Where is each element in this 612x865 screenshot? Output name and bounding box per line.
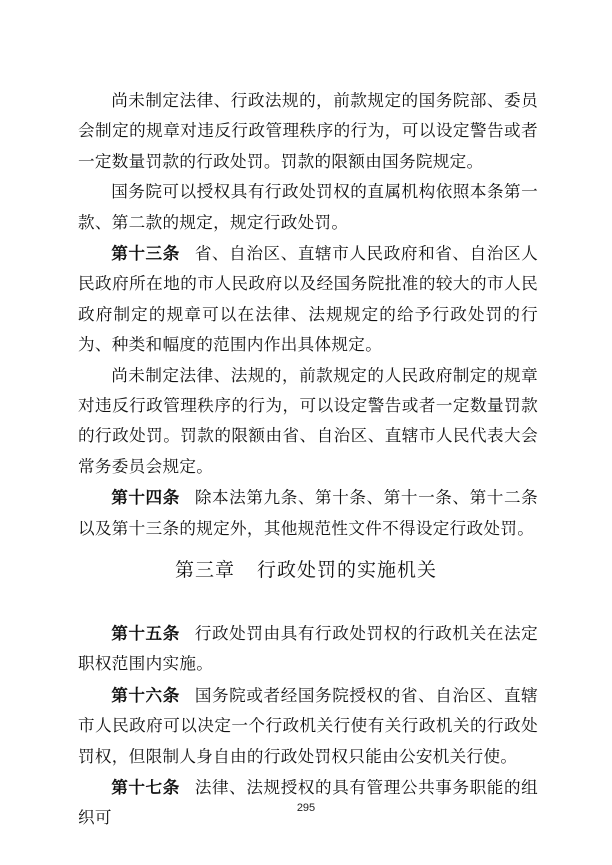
paragraph-text: 国务院可以授权具有行政处罚权的直属机构依照本条第一款、第二款的规定，规定行政处罚。 (78, 182, 538, 232)
paragraph-text: 法律、法规授权的具有管理公共事务职能的组织可 (78, 778, 539, 828)
paragraph (78, 86, 538, 177)
article-label: 第十六条 (111, 684, 180, 705)
article-16 (78, 680, 538, 772)
paragraph-text: 行政处罚由具有行政处罚权的行政机关在法定职权范围内实施。 (78, 624, 539, 674)
page-number: 295 (296, 802, 316, 814)
paragraph-text: 国务院或者经国务院授权的省、自治区、直辖市人民政府可以决定一个行政机关行使有关行政机关的行政处罚权，但限制人身自由的行政处罚权只能由公安机关行使。 (78, 685, 539, 766)
paragraph (78, 177, 538, 238)
paragraph-text: 尚未制定法律、行政法规的，前款规定的国务院部、委员会制定的规章对违反行政管理秩序的行为，可以设定警告或者一定数量罚款的行政处罚。罚款的限额由国务院规定。 (78, 91, 538, 171)
article-15 (78, 618, 538, 680)
paragraph (78, 361, 538, 483)
chapter-heading (0, 555, 612, 585)
article-13 (78, 238, 538, 361)
article-label: 第十三条 (111, 243, 180, 264)
paragraph-text: 尚未制定法律、法规的，前款规定的人民政府制定的规章对违反行政管理秩序的行为，可以设定警告或者一定数量罚款的行政处罚。罚款的限额由省、自治区、直辖市人民代表大会常务委员会规定。 (78, 365, 538, 476)
chapter-title: 行政处罚的实施机关 (257, 559, 438, 581)
chapter-number: 第三章 (174, 559, 235, 581)
article-label: 第十七条 (111, 777, 180, 798)
article-14 (78, 482, 538, 544)
upper-text-block (78, 86, 538, 544)
article-label: 第十四条 (111, 487, 180, 508)
paragraph-text: 省、自治区、直辖市人民政府和省、自治区人民政府所在地的市人民政府以及经国务院批准的较大的市人民政府制定的规章可以在法律、法规规定的给予行政处罚的行为、种类和幅度的范围内作出具体规定。 (78, 244, 539, 355)
article-label: 第十五条 (111, 623, 180, 643)
paragraph-text: 除本法第九条、第十条、第十一条、第十二条以及第十三条的规定外，其他规范性文件不得设定行政处罚。 (78, 488, 539, 538)
